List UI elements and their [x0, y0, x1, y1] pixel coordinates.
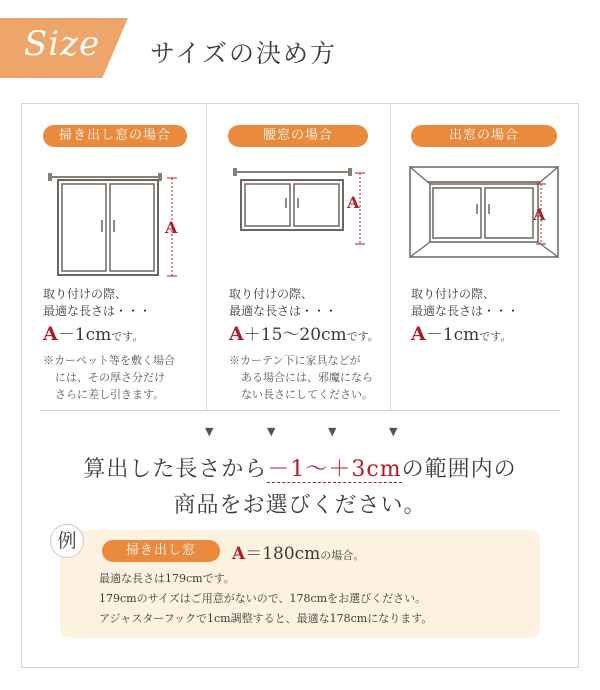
down-arrow-icon: ▼ — [328, 425, 337, 438]
example-a: A — [232, 544, 246, 564]
column-text — [229, 286, 337, 320]
column-note — [229, 352, 373, 403]
note-line: さらに差し引きます。 — [55, 388, 165, 401]
text-line: 取り付けの際、 — [43, 287, 128, 301]
example-line: アジャスターフックで1cm調整すると、最適な178cmになります。 — [99, 612, 433, 625]
formula — [411, 320, 511, 345]
down-arrow-icon: ▼ — [267, 425, 276, 438]
summary-post: の範囲内の — [401, 457, 517, 482]
column-label-floor-window: 掃き出し窓の場合 — [43, 125, 187, 147]
note-line: ※カーペット等を敷く場合 — [43, 354, 175, 367]
summary-text — [40, 452, 560, 524]
formula-value: －1cm — [57, 325, 112, 345]
text-line: 最適な長さは・・・ — [411, 304, 520, 318]
text-line: 取り付けの際、 — [229, 287, 314, 301]
formula-value: ＋15～20cm — [243, 325, 347, 345]
note-line: ある場合には、邪魔になら — [241, 371, 373, 384]
example-line: 179cmのサイズはご用意がないので、178cmをお選びください。 — [99, 592, 427, 605]
waist-window-illustration — [225, 160, 385, 250]
summary-highlight: －1～＋3cm — [267, 457, 402, 482]
column-text — [43, 286, 151, 320]
column-divider — [206, 103, 207, 411]
text-line: 取り付けの際、 — [411, 287, 496, 301]
summary-line — [40, 452, 560, 488]
formula-suffix: です。 — [346, 330, 379, 343]
column-note — [43, 352, 175, 403]
text-line: 最適な長さは・・・ — [43, 304, 152, 318]
header-script-label: Size — [24, 24, 101, 64]
column-text — [411, 286, 519, 320]
formula-value: －1cm — [425, 325, 480, 345]
summary-pre: 算出した長さから — [83, 457, 268, 482]
column-label-waist-window: 腰窓の場合 — [228, 125, 368, 147]
example-pill: 掃き出し窓 — [102, 540, 220, 562]
section-divider — [40, 410, 560, 411]
note-line: ※カーテン下に家具などが — [229, 354, 361, 367]
column-divider — [390, 103, 391, 411]
formula-suffix: です。 — [111, 330, 144, 343]
formula-a: A — [411, 323, 426, 345]
example-suffix: の場合。 — [320, 549, 365, 562]
dimension-label: A — [165, 218, 178, 237]
example-line: 最適な長さは179cmです。 — [99, 572, 235, 585]
dimension-label: A — [347, 193, 360, 212]
formula — [229, 320, 379, 345]
formula-suffix: です。 — [479, 330, 512, 343]
down-arrow-icon: ▼ — [205, 425, 214, 438]
formula-a: A — [229, 323, 244, 345]
page-title: サイズの決め方 — [150, 39, 338, 68]
column-label-bay-window: 出窓の場合 — [411, 125, 557, 147]
example-badge: 例 — [50, 524, 84, 558]
note-line: には、その厚さ分だけ — [55, 371, 165, 384]
example-number: ＝180cm — [245, 544, 321, 564]
formula-a: A — [43, 323, 58, 345]
example-lines — [99, 569, 432, 629]
note-line: ない長さにしてください。 — [241, 388, 373, 401]
text-line: 最適な長さは・・・ — [229, 304, 338, 318]
down-arrow-icon: ▼ — [389, 425, 398, 438]
example-value — [232, 539, 364, 564]
formula — [43, 320, 143, 345]
summary-line: 商品をお選びください。 — [173, 493, 427, 518]
dimension-label: A — [533, 205, 546, 224]
